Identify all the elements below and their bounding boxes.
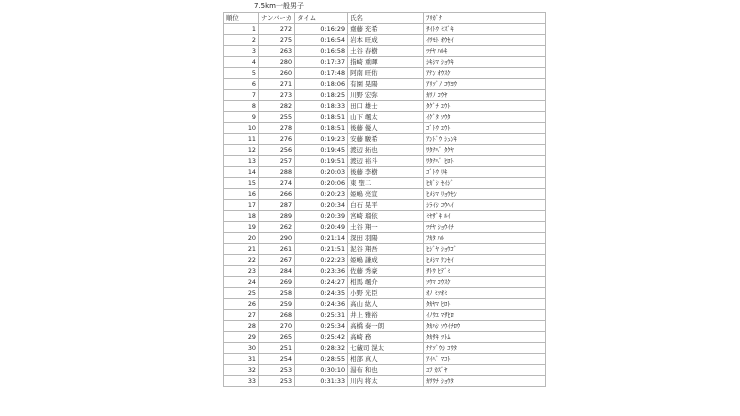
furigana-cell[interactable]: ｱﾝﾄﾞｳ ｼｭﾝｷ: [424, 134, 546, 145]
rank-cell[interactable]: 27: [224, 310, 259, 321]
rank-cell[interactable]: 13: [224, 156, 259, 167]
rank-cell[interactable]: 23: [224, 266, 259, 277]
name-cell[interactable]: 井上 雅裕: [348, 310, 424, 321]
bib-number-cell[interactable]: 253: [259, 376, 295, 387]
rank-cell[interactable]: 3: [224, 46, 259, 57]
name-cell[interactable]: 相部 真人: [348, 354, 424, 365]
table-row: [224, 46, 546, 57]
time-cell[interactable]: 0:25:34: [295, 321, 348, 332]
time-cell[interactable]: 0:16:54: [295, 35, 348, 46]
table-row: [224, 90, 546, 101]
bib-number-cell[interactable]: 278: [259, 123, 295, 134]
furigana-cell[interactable]: ﾋｶﾞｼ ｾｲｼﾞ: [424, 178, 546, 189]
rank-cell[interactable]: 21: [224, 244, 259, 255]
rank-cell[interactable]: 9: [224, 112, 259, 123]
name-cell[interactable]: 有園 晃陽: [348, 79, 424, 90]
rank-cell[interactable]: 30: [224, 343, 259, 354]
rank-cell[interactable]: 1: [224, 24, 259, 35]
time-cell[interactable]: 0:17:37: [295, 57, 348, 68]
name-cell[interactable]: 川野 宏弥: [348, 90, 424, 101]
table-row: [224, 266, 546, 277]
rank-cell[interactable]: 18: [224, 211, 259, 222]
furigana-cell[interactable]: ｱｲﾍﾞ ﾏｺﾄ: [424, 354, 546, 365]
furigana-cell[interactable]: ｻﾄｳ ﾋﾃﾞﾐ: [424, 266, 546, 277]
time-cell[interactable]: 0:24:35: [295, 288, 348, 299]
name-cell[interactable]: 深田 羽陽: [348, 233, 424, 244]
furigana-cell[interactable]: ﾜﾀﾅﾍﾞ ﾋﾛﾄ: [424, 156, 546, 167]
rank-cell[interactable]: 8: [224, 101, 259, 112]
table-row: [224, 288, 546, 299]
table-row: [224, 156, 546, 167]
furigana-cell[interactable]: ﾋﾒｼﾏ ﾘｮｳｾﾝ: [424, 189, 546, 200]
table-row: [224, 134, 546, 145]
rank-cell[interactable]: 26: [224, 299, 259, 310]
table-row: [224, 376, 546, 387]
furigana-cell[interactable]: ｶﾜﾉ ｺｳﾔ: [424, 90, 546, 101]
bib-number-cell[interactable]: 266: [259, 189, 295, 200]
table-row: [224, 343, 546, 354]
rank-cell[interactable]: 20: [224, 233, 259, 244]
time-cell[interactable]: 0:16:58: [295, 46, 348, 57]
bib-number-cell[interactable]: 263: [259, 46, 295, 57]
name-cell[interactable]: 湯布 和也: [348, 365, 424, 376]
table-row: [224, 145, 546, 156]
furigana-cell[interactable]: ｿｳﾏ ｺｳｽｹ: [424, 277, 546, 288]
rank-cell[interactable]: 22: [224, 255, 259, 266]
bib-number-cell[interactable]: 268: [259, 310, 295, 321]
header-time[interactable]: タイム: [295, 13, 348, 24]
furigana-cell[interactable]: ｺﾞﾄｳ ﾕｳﾄ: [424, 123, 546, 134]
name-cell[interactable]: 阿南 旺佑: [348, 68, 424, 79]
bib-number-cell[interactable]: 267: [259, 255, 295, 266]
bib-number-cell[interactable]: 274: [259, 178, 295, 189]
table-row: [224, 233, 546, 244]
furigana-cell[interactable]: ｱﾅﾝ ｵｳｽｹ: [424, 68, 546, 79]
table-row: [224, 222, 546, 233]
name-cell[interactable]: 齋藤 充希: [348, 24, 424, 35]
name-cell[interactable]: 佐藤 秀豪: [348, 266, 424, 277]
time-cell[interactable]: 0:20:06: [295, 178, 348, 189]
bib-number-cell[interactable]: 265: [259, 332, 295, 343]
bib-number-cell[interactable]: 251: [259, 343, 295, 354]
name-cell[interactable]: 白石 晃平: [348, 200, 424, 211]
table-row: [224, 57, 546, 68]
furigana-cell[interactable]: ﾋﾒｼﾏ ｹﾝｾｲ: [424, 255, 546, 266]
bib-number-cell[interactable]: 261: [259, 244, 295, 255]
rank-cell[interactable]: 10: [224, 123, 259, 134]
table-row: [224, 123, 546, 134]
bib-number-cell[interactable]: 255: [259, 112, 295, 123]
bib-number-cell[interactable]: 254: [259, 354, 295, 365]
rank-cell[interactable]: 29: [224, 332, 259, 343]
name-cell[interactable]: 小野 光臣: [348, 288, 424, 299]
name-cell[interactable]: 後藤 優人: [348, 123, 424, 134]
name-cell[interactable]: 土谷 春樹: [348, 46, 424, 57]
furigana-cell[interactable]: ｲﾜﾓﾄ ｵｳｾｲ: [424, 35, 546, 46]
bib-number-cell[interactable]: 258: [259, 288, 295, 299]
name-cell[interactable]: 高崎 務: [348, 332, 424, 343]
time-cell[interactable]: 0:18:06: [295, 79, 348, 90]
bib-number-cell[interactable]: 260: [259, 68, 295, 79]
name-cell[interactable]: 田口 雄士: [348, 101, 424, 112]
bib-number-cell[interactable]: 280: [259, 57, 295, 68]
rank-cell[interactable]: 19: [224, 222, 259, 233]
rank-cell[interactable]: 32: [224, 365, 259, 376]
bib-number-cell[interactable]: 253: [259, 365, 295, 376]
rank-cell[interactable]: 7: [224, 90, 259, 101]
time-cell[interactable]: 0:16:29: [295, 24, 348, 35]
furigana-cell[interactable]: ｱﾘｿﾞﾉ ｺｳﾖｳ: [424, 79, 546, 90]
rank-cell[interactable]: 2: [224, 35, 259, 46]
table-row: [224, 255, 546, 266]
header-rank[interactable]: 順位: [224, 13, 259, 24]
name-cell[interactable]: 姫嶋 亮宣: [348, 189, 424, 200]
name-cell[interactable]: 川内 将太: [348, 376, 424, 387]
name-cell[interactable]: 宮崎 瑠依: [348, 211, 424, 222]
name-cell[interactable]: 東 聖二: [348, 178, 424, 189]
time-cell[interactable]: 0:21:51: [295, 244, 348, 255]
name-cell[interactable]: 土谷 翔一: [348, 222, 424, 233]
furigana-cell[interactable]: ﾅﾅｿﾞｳｼ ｺｳﾀ: [424, 343, 546, 354]
header-row: [224, 13, 546, 24]
time-cell[interactable]: 0:19:23: [295, 134, 348, 145]
furigana-cell[interactable]: ｲｹﾞﾀ ｿｳﾀ: [424, 112, 546, 123]
table-row: [224, 178, 546, 189]
furigana-cell[interactable]: ｵﾉ ﾐﾂｵﾐ: [424, 288, 546, 299]
bib-number-cell[interactable]: 257: [259, 156, 295, 167]
bib-number-cell[interactable]: 288: [259, 167, 295, 178]
table-row: [224, 200, 546, 211]
rank-cell[interactable]: 33: [224, 376, 259, 387]
furigana-cell[interactable]: ﾀｶﾊｼ ｿｳｲﾁﾛｳ: [424, 321, 546, 332]
header-bib-number[interactable]: ナンバーカ: [259, 13, 295, 24]
time-cell[interactable]: 0:21:14: [295, 233, 348, 244]
bib-number-cell[interactable]: 270: [259, 321, 295, 332]
name-cell[interactable]: 姫嶋 謙成: [348, 255, 424, 266]
time-cell[interactable]: 0:20:34: [295, 200, 348, 211]
table-row: [224, 35, 546, 46]
rank-cell[interactable]: 17: [224, 200, 259, 211]
name-cell[interactable]: 渡辺 裕斗: [348, 156, 424, 167]
table-row: [224, 310, 546, 321]
table-row: [224, 211, 546, 222]
time-cell[interactable]: 0:24:27: [295, 277, 348, 288]
bib-number-cell[interactable]: 271: [259, 79, 295, 90]
sheet-caption: 7.5km一般男子: [254, 2, 305, 10]
table-row: [224, 321, 546, 332]
table-row: [224, 354, 546, 365]
table-row: [224, 365, 546, 376]
bib-number-cell[interactable]: 282: [259, 101, 295, 112]
time-cell[interactable]: 0:18:25: [295, 90, 348, 101]
name-cell[interactable]: 岩本 旺成: [348, 35, 424, 46]
furigana-cell[interactable]: ﾕﾌ ｶｽﾞﾔ: [424, 365, 546, 376]
table-row: [224, 244, 546, 255]
bib-number-cell[interactable]: 262: [259, 222, 295, 233]
header-furigana[interactable]: ﾌﾘｶﾞﾅ: [424, 13, 546, 24]
furigana-cell[interactable]: ﾀｶｻｷ ﾂﾄﾑ: [424, 332, 546, 343]
header-name[interactable]: 氏名: [348, 13, 424, 24]
furigana-cell[interactable]: ｼﾗｲｼ ｺｳﾍｲ: [424, 200, 546, 211]
rank-cell[interactable]: 15: [224, 178, 259, 189]
time-cell[interactable]: 0:30:10: [295, 365, 348, 376]
furigana-cell[interactable]: ﾂﾁﾔ ｼｮｳｲﾁ: [424, 222, 546, 233]
bib-number-cell[interactable]: 275: [259, 35, 295, 46]
name-cell[interactable]: 指崎 重暉: [348, 57, 424, 68]
furigana-cell[interactable]: ﾀｸﾞﾁ ﾕｳﾄ: [424, 101, 546, 112]
rank-cell[interactable]: 25: [224, 288, 259, 299]
furigana-cell[interactable]: ﾌｶﾀ ﾊﾙ: [424, 233, 546, 244]
furigana-cell[interactable]: ｻｲﾄｳ ﾐｽﾞｷ: [424, 24, 546, 35]
name-cell[interactable]: 渡辺 拓也: [348, 145, 424, 156]
name-cell[interactable]: 泥谷 翔吾: [348, 244, 424, 255]
results-table: [223, 12, 546, 387]
time-cell[interactable]: 0:23:36: [295, 266, 348, 277]
rank-cell[interactable]: 4: [224, 57, 259, 68]
furigana-cell[interactable]: ﾂﾁﾔ ﾊﾙｷ: [424, 46, 546, 57]
time-cell[interactable]: 0:18:51: [295, 123, 348, 134]
furigana-cell[interactable]: ﾀｶﾔﾏ ﾋﾛﾄ: [424, 299, 546, 310]
furigana-cell[interactable]: ﾐﾔｻﾞｷ ﾙｲ: [424, 211, 546, 222]
time-cell[interactable]: 0:17:48: [295, 68, 348, 79]
furigana-cell[interactable]: ｲﾉｳｴ ﾏｻﾋﾛ: [424, 310, 546, 321]
time-cell[interactable]: 0:18:51: [295, 112, 348, 123]
name-cell[interactable]: 七蔵司 滉太: [348, 343, 424, 354]
table-row: [224, 68, 546, 79]
time-cell[interactable]: 0:28:32: [295, 343, 348, 354]
name-cell[interactable]: 山下 颯太: [348, 112, 424, 123]
bib-number-cell[interactable]: 259: [259, 299, 295, 310]
time-cell[interactable]: 0:18:33: [295, 101, 348, 112]
table-row: [224, 112, 546, 123]
rank-cell[interactable]: 6: [224, 79, 259, 90]
bib-number-cell[interactable]: 290: [259, 233, 295, 244]
time-cell[interactable]: 0:25:42: [295, 332, 348, 343]
rank-cell[interactable]: 16: [224, 189, 259, 200]
bib-number-cell[interactable]: 287: [259, 200, 295, 211]
name-cell[interactable]: 相馬 颯介: [348, 277, 424, 288]
furigana-cell[interactable]: ｺﾞﾄｳ ﾘｷ: [424, 167, 546, 178]
rank-cell[interactable]: 5: [224, 68, 259, 79]
time-cell[interactable]: 0:28:55: [295, 354, 348, 365]
table-row: [224, 167, 546, 178]
bib-number-cell[interactable]: 256: [259, 145, 295, 156]
bib-number-cell[interactable]: 273: [259, 90, 295, 101]
bib-number-cell[interactable]: 276: [259, 134, 295, 145]
bib-number-cell[interactable]: 269: [259, 277, 295, 288]
bib-number-cell[interactable]: 289: [259, 211, 295, 222]
bib-number-cell[interactable]: 272: [259, 24, 295, 35]
time-cell[interactable]: 0:19:51: [295, 156, 348, 167]
rank-cell[interactable]: 31: [224, 354, 259, 365]
time-cell[interactable]: 0:31:33: [295, 376, 348, 387]
table-row: [224, 79, 546, 90]
time-cell[interactable]: 0:20:23: [295, 189, 348, 200]
table-row: [224, 299, 546, 310]
furigana-cell[interactable]: ｶﾜｳﾁ ｼｮｳﾀ: [424, 376, 546, 387]
time-cell[interactable]: 0:24:36: [295, 299, 348, 310]
furigana-cell[interactable]: ｼｷｼﾏ ｼｮｳｷ: [424, 57, 546, 68]
time-cell[interactable]: 0:20:03: [295, 167, 348, 178]
name-cell[interactable]: 後藤 李樹: [348, 167, 424, 178]
furigana-cell[interactable]: ﾜﾀﾅﾍﾞ ﾀｸﾔ: [424, 145, 546, 156]
table-row: [224, 332, 546, 343]
rank-cell[interactable]: 12: [224, 145, 259, 156]
rank-cell[interactable]: 28: [224, 321, 259, 332]
time-cell[interactable]: 0:20:49: [295, 222, 348, 233]
furigana-cell[interactable]: ﾋｼﾞﾔ ｼｮｳｺﾞ: [424, 244, 546, 255]
name-cell[interactable]: 高山 紘人: [348, 299, 424, 310]
table-row: [224, 277, 546, 288]
name-cell[interactable]: 安藤 駿希: [348, 134, 424, 145]
time-cell[interactable]: 0:25:31: [295, 310, 348, 321]
time-cell[interactable]: 0:22:23: [295, 255, 348, 266]
bib-number-cell[interactable]: 284: [259, 266, 295, 277]
rank-cell[interactable]: 14: [224, 167, 259, 178]
rank-cell[interactable]: 24: [224, 277, 259, 288]
table-row: [224, 189, 546, 200]
rank-cell[interactable]: 11: [224, 134, 259, 145]
name-cell[interactable]: 高橋 奏一朗: [348, 321, 424, 332]
time-cell[interactable]: 0:20:39: [295, 211, 348, 222]
table-row: [224, 24, 546, 35]
time-cell[interactable]: 0:19:45: [295, 145, 348, 156]
table-row: [224, 101, 546, 112]
